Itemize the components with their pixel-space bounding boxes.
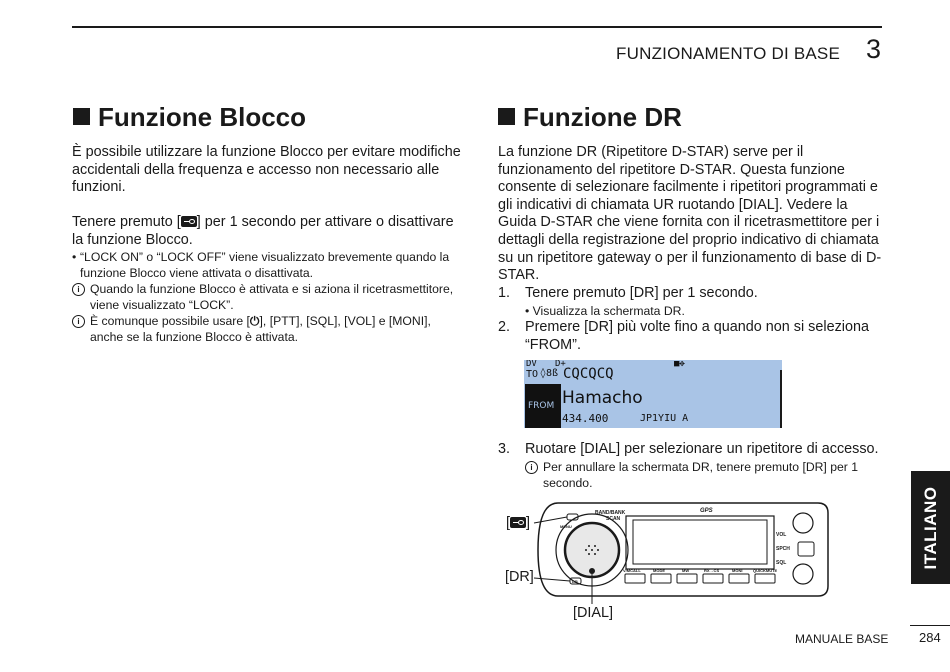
key-label-rx-cs: RX→CS: [704, 568, 720, 573]
dr-key-label: DR: [572, 579, 578, 584]
lcd-repeater-call: JP1YIU A: [640, 413, 689, 424]
vol-label: VOL: [776, 532, 787, 538]
step-1: [498, 285, 888, 319]
chapter-number: 3: [866, 34, 882, 64]
bullet-text: “LOCK ON” o “LOCK OFF” viene visualizzato brevemente quando la funzione Blocco viene attivata o disattivata.: [80, 250, 450, 280]
heading-text: Funzione Blocco: [98, 102, 306, 132]
square-bullet-icon: [73, 108, 90, 125]
square-bullet-icon: [498, 108, 515, 125]
chapter-title: FUNZIONAMENTO DI BASE: [616, 44, 840, 63]
step-number: 2.: [498, 319, 511, 335]
step-3: [498, 441, 888, 491]
key-label-mode: MODE: [653, 568, 665, 573]
gps-label: GPS: [700, 508, 713, 514]
callout-dial: [DIAL]: [573, 605, 613, 621]
lcd-mode: DV: [526, 360, 537, 369]
note-keys-usable: [72, 313, 464, 345]
key-label-moni: MONI: [732, 568, 743, 573]
key-label-vm-call: V/MCALL: [623, 568, 641, 573]
blocco-hold-instruction: [72, 214, 464, 249]
step-text: Premere [DR] più volte fino a quando non si seleziona “FROM”.: [525, 319, 869, 353]
note-text-post: ], [PTT], [SQL], [VOL] e [MONI], anche se la funzione Blocco è attivata.: [90, 314, 431, 344]
blocco-intro: È possibile utilizzare la funzione Blocco per evitare modifiche accidentali della frequenza e accesso non necessario alle funzioni.: [72, 144, 461, 196]
header-rule: [72, 26, 882, 28]
note-text-pre: È comunque possibile usare [: [90, 314, 250, 328]
step-note: [525, 459, 875, 491]
power-icon: ⏻: [249, 314, 260, 328]
blocco-notes: [72, 249, 464, 345]
lcd-ur-call: CQCQCQ: [563, 366, 614, 382]
step-note-text: Per annullare la schermata DR, tenere premuto [DR] per 1 secondo.: [543, 459, 858, 490]
key-mw: [677, 574, 697, 583]
note-text: [90, 313, 464, 345]
hold-text-post: ] per 1 secondo per attivare o disattivare la funzione Blocco.: [72, 214, 454, 248]
key-moni: [729, 574, 749, 583]
step-text: Ruotare [DIAL] per selezionare un ripetitore di accesso.: [525, 441, 879, 457]
menu-label: MENU: [560, 524, 572, 529]
step-text: Tenere premuto [DR] per 1 secondo.: [525, 285, 758, 301]
lcd-ur-indicator: ◊8ß: [540, 368, 559, 379]
display-window: [626, 516, 774, 569]
lcd-repeater-name: Hamacho: [562, 388, 643, 408]
key-mode: [651, 574, 671, 583]
radio-front-panel: [500, 498, 835, 624]
bullet-lock-on-off: [72, 249, 464, 281]
key-label-quick: QUICKMUTE: [753, 568, 778, 573]
footer-title: MANUALE BASE: [795, 632, 889, 646]
info-icon: i: [525, 461, 538, 474]
footer-rule: [910, 625, 950, 626]
info-icon: i: [72, 315, 85, 328]
section-heading-blocco: [73, 102, 306, 132]
lcd-dr-screen: [524, 360, 782, 428]
language-tab: [911, 471, 950, 584]
info-icon: i: [72, 283, 85, 296]
bullet-dot: •: [72, 250, 77, 264]
key-label-mw: MW: [682, 568, 690, 573]
lcd-from-label: FROM: [528, 401, 555, 411]
key-rx-cs: [703, 574, 723, 583]
step-2: [498, 319, 888, 354]
key-lock-icon: [510, 517, 526, 528]
lcd-frequency: 434.400: [562, 412, 609, 425]
sql-knob-icon: [793, 564, 813, 584]
key-vm-call: [625, 574, 645, 583]
step-number: 1.: [498, 285, 511, 301]
vol-knob-icon: [793, 513, 813, 533]
key-lock-icon: [181, 216, 197, 227]
dr-intro: La funzione DR (Ripetitore D-STAR) serve per il funzionamento del ripetitore D-STAR. Questa funzione consente di selezionare facilmente i ripetitori programmati e gli indicativi di chiamata UR ruotando [DIAL]. Vedere la Guida D-STAR che viene fornita con il ricetrasmettitore per i dettagli della registrazione del proprio indicativo di chiamata su un ripetitore gateway o per il funzionamento di base di D-STAR.: [498, 144, 882, 284]
step-sub: • Visualizza la schermata DR.: [525, 303, 685, 318]
page-number: 284: [919, 630, 941, 645]
callout-dr: [DR]: [505, 569, 534, 585]
note-lock-display: [72, 281, 464, 313]
key-quick: [755, 574, 775, 583]
band-bank-label: BAND/BANK: [595, 510, 626, 516]
section-heading-dr: [498, 102, 682, 132]
step-number: 3.: [498, 441, 511, 457]
hold-text-pre: Tenere premuto [: [72, 214, 181, 230]
lcd-signal-icon: ■✥: [674, 360, 685, 369]
language-tab-label: ITALIANO: [920, 485, 940, 570]
lcd-to-label: TO: [526, 369, 539, 380]
lcd-from-box: [525, 384, 561, 428]
lcd-scrollbar: [780, 370, 782, 428]
front-key-row: [625, 574, 775, 583]
note-text: Quando la funzione Blocco è attivata e si aziona il ricetrasmettitore, viene visualizzato “LOCK”.: [90, 282, 454, 312]
heading-text: Funzione DR: [523, 102, 682, 132]
sql-label: SQL: [776, 560, 787, 566]
lcd-dplus: D+: [555, 360, 566, 369]
scan-label: SCAN: [606, 516, 621, 522]
power-button-icon: [798, 542, 814, 556]
spch-label: SPCH: [776, 546, 790, 552]
callout-lock-key: [ ]: [506, 515, 530, 531]
display-inner: [633, 520, 767, 564]
